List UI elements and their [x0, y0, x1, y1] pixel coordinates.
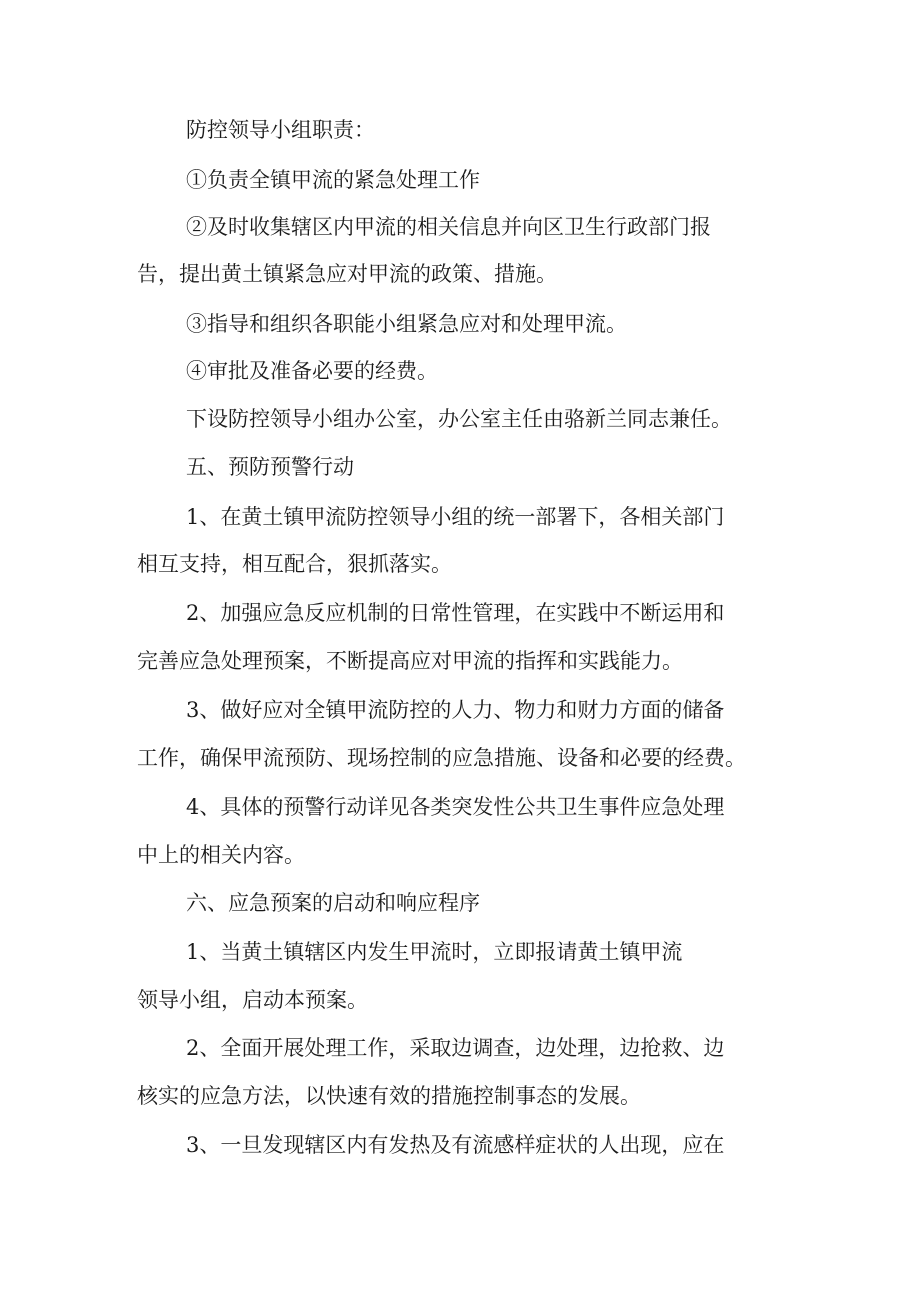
response-item-3-line-1: 3、一旦发现辖区内有发热及有流感样症状的人出现，应在: [186, 1133, 725, 1157]
section-heading-five: 五、预防预警行动: [186, 455, 354, 479]
office-paragraph: 下设防控领导小组办公室，办公室主任由骆新兰同志兼任。: [186, 407, 732, 431]
duty-item-3: ③指导和组织各职能小组紧急应对和处理甲流。: [186, 312, 627, 336]
prevention-item-2-line-2: 完善应急处理预案，不断提高应对甲流的指挥和实践能力。: [137, 649, 683, 673]
duty-item-2-line-2: 告，提出黄土镇紧急应对甲流的政策、措施。: [137, 262, 557, 286]
prevention-item-3-line-2: 工作，确保甲流预防、现场控制的应急措施、设备和必要的经费。: [137, 746, 746, 770]
response-item-2-line-2: 核实的应急方法，以快速有效的措施控制事态的发展。: [137, 1084, 641, 1108]
response-item-1-line-1: 1、当黄土镇辖区内发生甲流时，立即报请黄土镇甲流: [186, 940, 683, 964]
prevention-item-4-line-1: 4、具体的预警行动详见各类突发性公共卫生事件应急处理: [186, 795, 725, 819]
section-heading-duties: 防控领导小组职责：: [186, 118, 375, 142]
duty-item-2-line-1: ②及时收集辖区内甲流的相关信息并向区卫生行政部门报: [186, 215, 711, 239]
prevention-item-1-line-1: 1、在黄土镇甲流防控领导小组的统一部署下，各相关部门: [186, 505, 725, 529]
response-item-2-line-1: 2、全面开展处理工作，采取边调查，边处理，边抢救、边: [186, 1036, 725, 1060]
prevention-item-2-line-1: 2、加强应急反应机制的日常性管理，在实践中不断运用和: [186, 601, 725, 625]
response-item-1-line-2: 领导小组，启动本预案。: [137, 988, 368, 1012]
prevention-item-1-line-2: 相互支持，相互配合，狠抓落实。: [137, 552, 452, 576]
duty-item-4: ④审批及准备必要的经费。: [186, 359, 438, 383]
prevention-item-4-line-2: 中上的相关内容。: [137, 843, 305, 867]
prevention-item-3-line-1: 3、做好应对全镇甲流防控的人力、物力和财力方面的储备: [186, 698, 725, 722]
section-heading-six: 六、应急预案的启动和响应程序: [186, 891, 480, 915]
duty-item-1: ①负责全镇甲流的紧急处理工作: [186, 168, 480, 192]
